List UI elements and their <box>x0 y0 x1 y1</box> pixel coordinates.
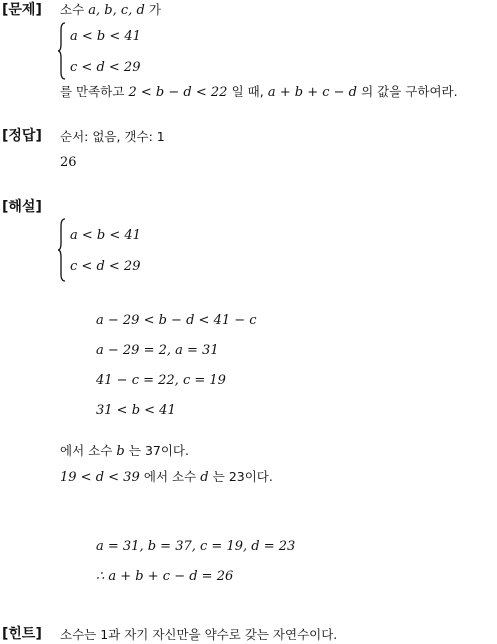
problem-condition-2: c < d < 29 <box>70 60 141 75</box>
answer-order-count: 순서: 없음, 갯수: 1 <box>60 129 165 144</box>
problem-condition-1: a < b < 41 <box>70 29 141 44</box>
answer-value: 26 <box>60 155 77 170</box>
problem-label: [문제] <box>2 2 42 18</box>
solution-condition-2: c < d < 29 <box>70 259 141 274</box>
answer-label: [정답] <box>2 128 42 144</box>
solution-equation-3: 41 − c = 22, c = 19 <box>96 373 226 388</box>
problem-text: 소수 <box>60 2 85 17</box>
solution-equation-1: a − 29 < b − d < 41 − c <box>96 313 257 328</box>
hint-label: [힌트] <box>2 626 42 642</box>
left-brace-icon <box>58 218 66 282</box>
solution-text-2: 19 < d < 39 에서 소수 d 는 23이다. <box>60 469 273 485</box>
left-brace-icon <box>58 22 66 80</box>
problem-text: 가 <box>148 2 161 17</box>
problem-line-4: 를 만족하고 2 < b − d < 22 일 때, a + b + c − d 의 값을 구하여라. <box>60 84 458 100</box>
problem-variables: a, b, c, d <box>88 3 145 18</box>
problem-line-1 <box>60 1 161 20</box>
solution-equation-4: 31 < b < 41 <box>96 403 176 418</box>
solution-final-result: ∴ a + b + c − d = 26 <box>96 569 234 584</box>
solution-condition-1: a < b < 41 <box>70 228 141 243</box>
solution-label: [해설] <box>2 199 42 215</box>
solution-final-values: a = 31, b = 37, c = 19, d = 23 <box>96 539 296 554</box>
solution-equation-2: a − 29 = 2, a = 31 <box>96 343 219 358</box>
solution-text-1: 에서 소수 b 는 37이다. <box>60 443 189 459</box>
hint-text: 소수는 1과 자기 자신만을 약수로 갖는 자연수이다. <box>60 627 338 642</box>
